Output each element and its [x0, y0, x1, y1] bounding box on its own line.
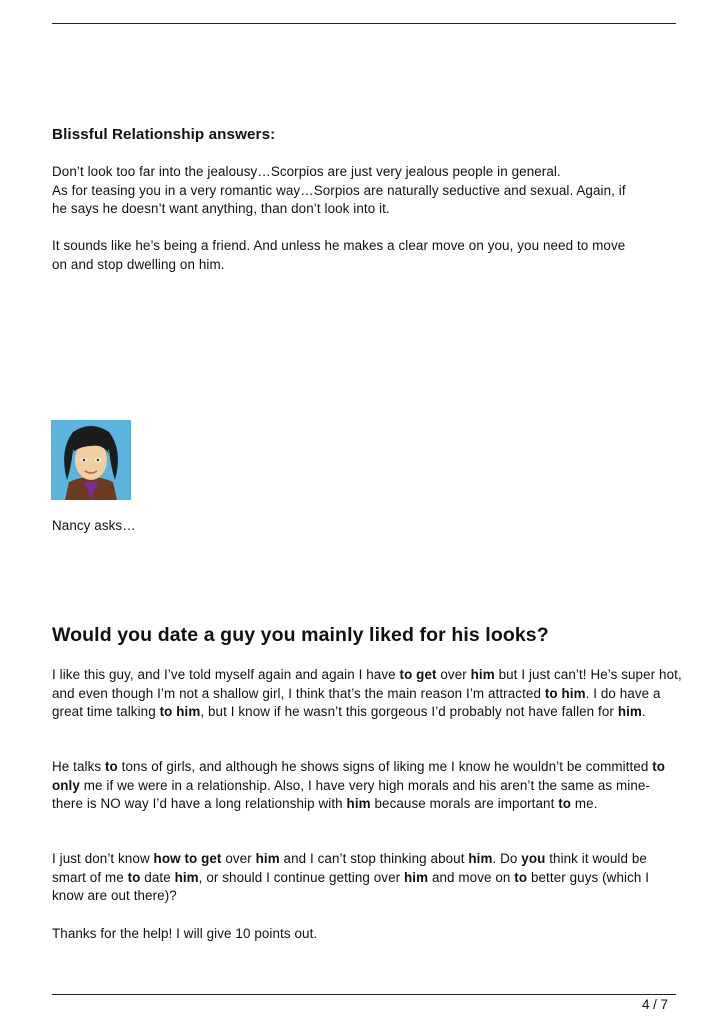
question-paragraph-2	[52, 758, 682, 814]
question-paragraph-1	[52, 666, 682, 722]
answer-line: Don’t look too far into the jealousy…Scorpios are just very jealous people in general.	[52, 164, 561, 179]
footer-rule	[52, 994, 676, 995]
question-paragraph-text: I like this guy, and I’ve told myself again and again I have to get over him but I just can’t! He’s super hot, and even though I’m not a shallow girl, I think that’s the main reason I’m attracted to him. I do have a great time talking to him, but I know if he wasn’t this gorgeous I’d probably not have fallen for him.	[52, 667, 682, 719]
avatar	[51, 420, 131, 500]
question-title: Would you date a guy you mainly liked for his looks?	[52, 624, 549, 646]
question-paragraph-text: I just don’t know how to get over him and I can’t stop thinking about him. Do you think it would be smart of me to date him, or should I continue getting over him and move on to better guys (which I know are out there)?	[52, 851, 650, 903]
answer-paragraph-1	[52, 163, 682, 219]
answer-line: It sounds like he’s being a friend. And unless he makes a clear move on you, you need to move	[52, 238, 626, 253]
avatar-pupil-left	[83, 459, 86, 462]
section-heading: Blissful Relationship answers:	[52, 126, 276, 143]
question-paragraph-text: He talks to tons of girls, and although he shows signs of liking me I know he wouldn’t be committed to only me if we were in a relationship. Also, I have very high morals and his aren’t the same as mine- there is NO way I’d have a long relationship with him because morals are important to me.	[52, 759, 666, 811]
header-rule	[52, 23, 676, 24]
answer-line: As for teasing you in a very romantic way…Sorpios are naturally seductive and sexual. Again, if	[52, 182, 626, 198]
answer-line: on and stop dwelling on him.	[52, 256, 225, 272]
page-number: 4 / 7	[641, 997, 668, 1012]
question-paragraph-4: Thanks for the help! I will give 10 points out.	[52, 926, 318, 941]
avatar-pupil-right	[97, 459, 100, 462]
answer-line: he says he doesn’t want anything, than don’t look into it.	[52, 201, 390, 216]
asker-label: Nancy asks…	[52, 518, 136, 533]
answer-paragraph-2	[52, 237, 682, 274]
question-paragraph-3	[52, 850, 682, 906]
